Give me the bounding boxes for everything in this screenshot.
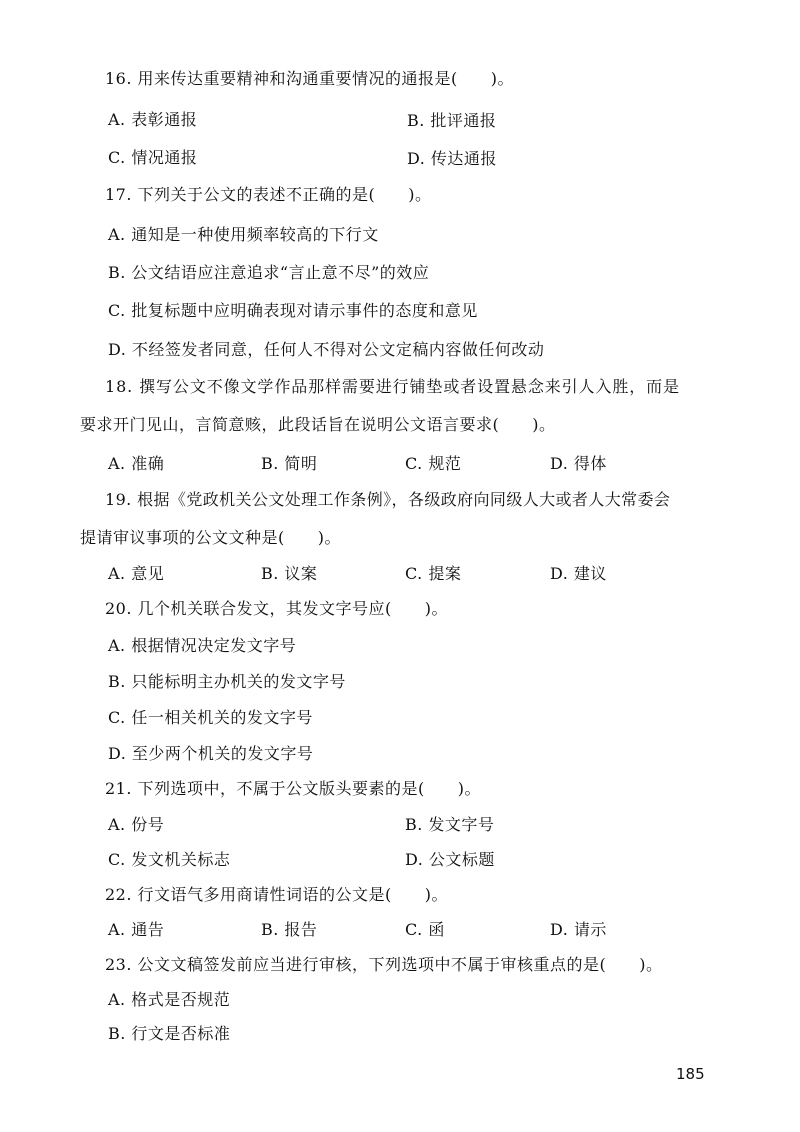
question-18-stem-line-1: 18. 撰写公文不像文学作品那样需要进行铺垫或者设置悬念来引人入胜，而是 — [105, 377, 680, 396]
question-16-option-a: A. 表彰通报 — [108, 110, 198, 129]
question-17-option-b: B. 公文结语应注意追求“言止意不尽”的效应 — [108, 263, 430, 282]
question-22-option-a: A. 通告 — [108, 920, 165, 939]
question-22-option-d: D. 请示 — [550, 920, 607, 939]
question-23-stem: 23. 公文文稿签发前应当进行审核，下列选项中不属于审核重点的是( )。 — [105, 955, 663, 974]
question-16-option-d: D. 传达通报 — [407, 149, 497, 168]
question-19-option-c: C. 提案 — [405, 564, 462, 583]
question-20-option-c: C. 任一相关机关的发文字号 — [108, 708, 313, 727]
question-23-option-b: B. 行文是否标准 — [108, 1024, 231, 1043]
page-number: 185 — [676, 1065, 705, 1083]
question-17-option-d: D. 不经签发者同意，任何人不得对公文定稿内容做任何改动 — [108, 340, 545, 359]
question-18-option-a: A. 准确 — [108, 454, 165, 473]
question-19-stem-line-2: 提请审议事项的公文文种是( )。 — [80, 528, 341, 547]
question-19-option-d: D. 建议 — [550, 564, 607, 583]
question-23-option-a: A. 格式是否规范 — [108, 990, 231, 1009]
question-18-option-d: D. 得体 — [550, 454, 607, 473]
question-20-option-b: B. 只能标明主办机关的发文字号 — [108, 672, 346, 691]
question-20-option-d: D. 至少两个机关的发文字号 — [108, 744, 314, 763]
question-18-stem-line-2: 要求开门见山，言简意赅，此段话旨在说明公文语言要求( )。 — [80, 415, 556, 434]
question-17-option-a: A. 通知是一种使用频率较高的下行文 — [108, 225, 379, 244]
question-22-option-b: B. 报告 — [261, 920, 318, 939]
question-16-option-c: C. 情况通报 — [108, 148, 198, 167]
question-21-option-b: B. 发文字号 — [405, 815, 495, 834]
question-17-option-c: C. 批复标题中应明确表现对请示事件的态度和意见 — [108, 301, 478, 320]
question-22-option-c: C. 函 — [405, 920, 445, 939]
question-21-option-a: A. 份号 — [108, 815, 165, 834]
question-19-option-a: A. 意见 — [108, 564, 165, 583]
question-18-option-b: B. 简明 — [261, 454, 318, 473]
question-17-stem: 17. 下列关于公文的表述不正确的是( )。 — [105, 185, 432, 204]
question-16-stem: 16. 用来传达重要精神和沟通重要情况的通报是( )。 — [105, 69, 515, 88]
question-20-option-a: A. 根据情况决定发文字号 — [108, 636, 297, 655]
question-22-stem: 22. 行文语气多用商请性词语的公文是( )。 — [105, 885, 449, 904]
question-21-option-d: D. 公文标题 — [405, 850, 495, 869]
question-19-stem-line-1: 19. 根据《党政机关公文处理工作条例》，各级政府向同级人大或者人大常委会 — [105, 490, 671, 509]
question-20-stem: 20. 几个机关联合发文，其发文字号应( )。 — [105, 599, 449, 618]
question-21-option-c: C. 发文机关标志 — [108, 850, 231, 869]
question-18-option-c: C. 规范 — [405, 454, 462, 473]
question-21-stem: 21. 下列选项中，不属于公文版头要素的是( )。 — [105, 779, 482, 798]
question-16-option-b: B. 批评通报 — [407, 111, 497, 130]
question-19-option-b: B. 议案 — [261, 564, 318, 583]
